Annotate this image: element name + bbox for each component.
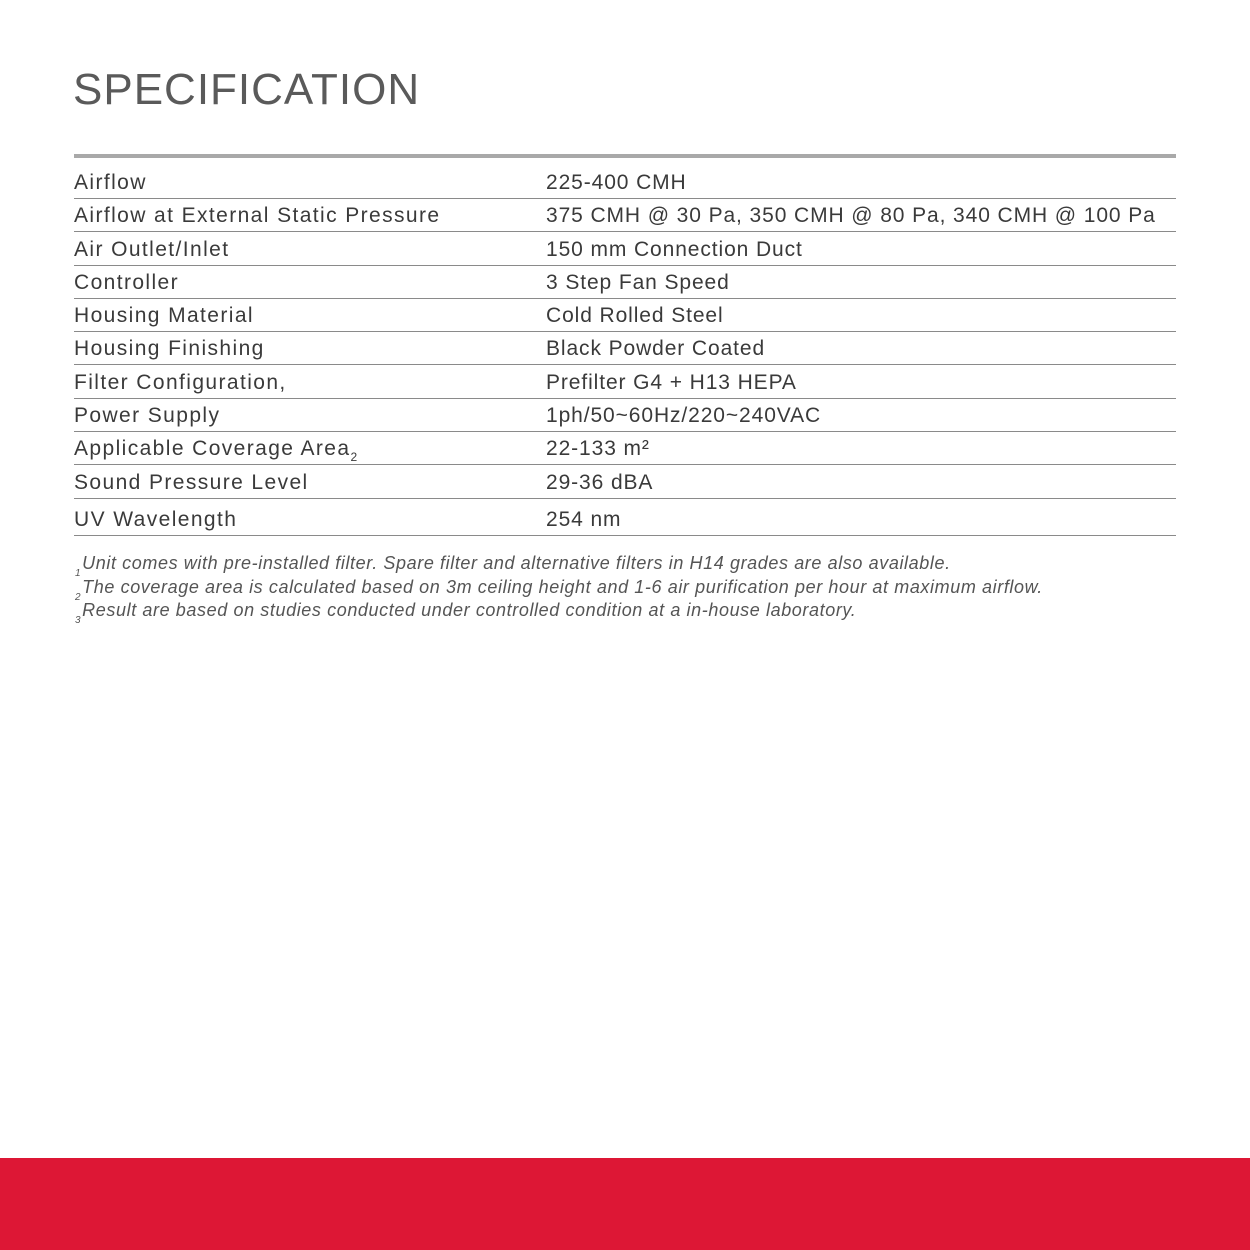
- spec-value: Prefilter G4 + H13 HEPA: [546, 370, 797, 394]
- page-title: SPECIFICATION: [73, 65, 421, 114]
- spec-row: [74, 465, 1176, 498]
- footer-accent-bar: [0, 1158, 1250, 1250]
- spec-row: [74, 299, 1176, 332]
- spec-label: Airflow: [74, 171, 147, 194]
- spec-label: Controller: [74, 270, 180, 294]
- spec-table: [74, 166, 1176, 536]
- footnote-text: Result are based on studies conducted under controlled condition at a in-house laboratory.: [82, 600, 857, 620]
- spec-label: Airflow at External Static Pressure: [74, 204, 441, 228]
- spec-value: 29-36 dBA: [546, 470, 654, 494]
- spec-label: UV Wavelength: [74, 507, 238, 531]
- footnote-ref: 2: [350, 450, 358, 465]
- spec-value: 225-400 CMH: [546, 171, 687, 194]
- spec-row: [74, 399, 1176, 432]
- spec-value: 150 mm Connection Duct: [546, 237, 803, 261]
- footnote: [75, 576, 1195, 603]
- spec-row: [74, 166, 1176, 199]
- spec-value: Black Powder Coated: [546, 337, 766, 361]
- footnote-number: 3: [75, 615, 82, 626]
- spec-value: 254 nm: [546, 507, 622, 531]
- footnote-number: 2: [75, 591, 82, 603]
- spec-value: 22-133 m²: [546, 437, 650, 461]
- top-divider: [74, 154, 1176, 158]
- spec-value: Cold Rolled Steel: [546, 304, 724, 328]
- footnotes: [75, 552, 1195, 626]
- spec-label: Housing Material: [74, 304, 254, 328]
- spec-row: [74, 266, 1176, 299]
- spec-row: [74, 365, 1176, 398]
- footnote-text: The coverage area is calculated based on 3m ceiling height and 1-6 air purification per hour at maximum airflow.: [82, 576, 1043, 597]
- spec-label: Housing Finishing: [74, 337, 265, 361]
- spec-label: [74, 437, 546, 465]
- spec-label: Air Outlet/Inlet: [74, 237, 230, 261]
- spec-row: [74, 199, 1176, 232]
- footnote-number: 1: [75, 568, 82, 579]
- footnote: [75, 599, 1195, 626]
- spec-label: Power Supply: [74, 404, 221, 428]
- spec-row: [74, 232, 1176, 265]
- spec-row: [74, 332, 1176, 365]
- spec-row: [74, 432, 1176, 465]
- spec-label: Sound Pressure Level: [74, 470, 309, 494]
- footnote: [75, 552, 1195, 579]
- spec-value: 3 Step Fan Speed: [546, 270, 730, 294]
- spec-value: 375 CMH @ 30 Pa, 350 CMH @ 80 Pa, 340 CMH @ 100 Pa: [546, 204, 1156, 228]
- footnote-text: Unit comes with pre-installed filter. Spare filter and alternative filters in H14 grades are also available.: [82, 553, 951, 573]
- spec-label: Filter Configuration,: [74, 370, 287, 394]
- spec-value: 1ph/50~60Hz/220~240VAC: [546, 404, 822, 428]
- spec-row: [74, 499, 1176, 536]
- spec-label-text: Applicable Coverage Area: [74, 437, 351, 461]
